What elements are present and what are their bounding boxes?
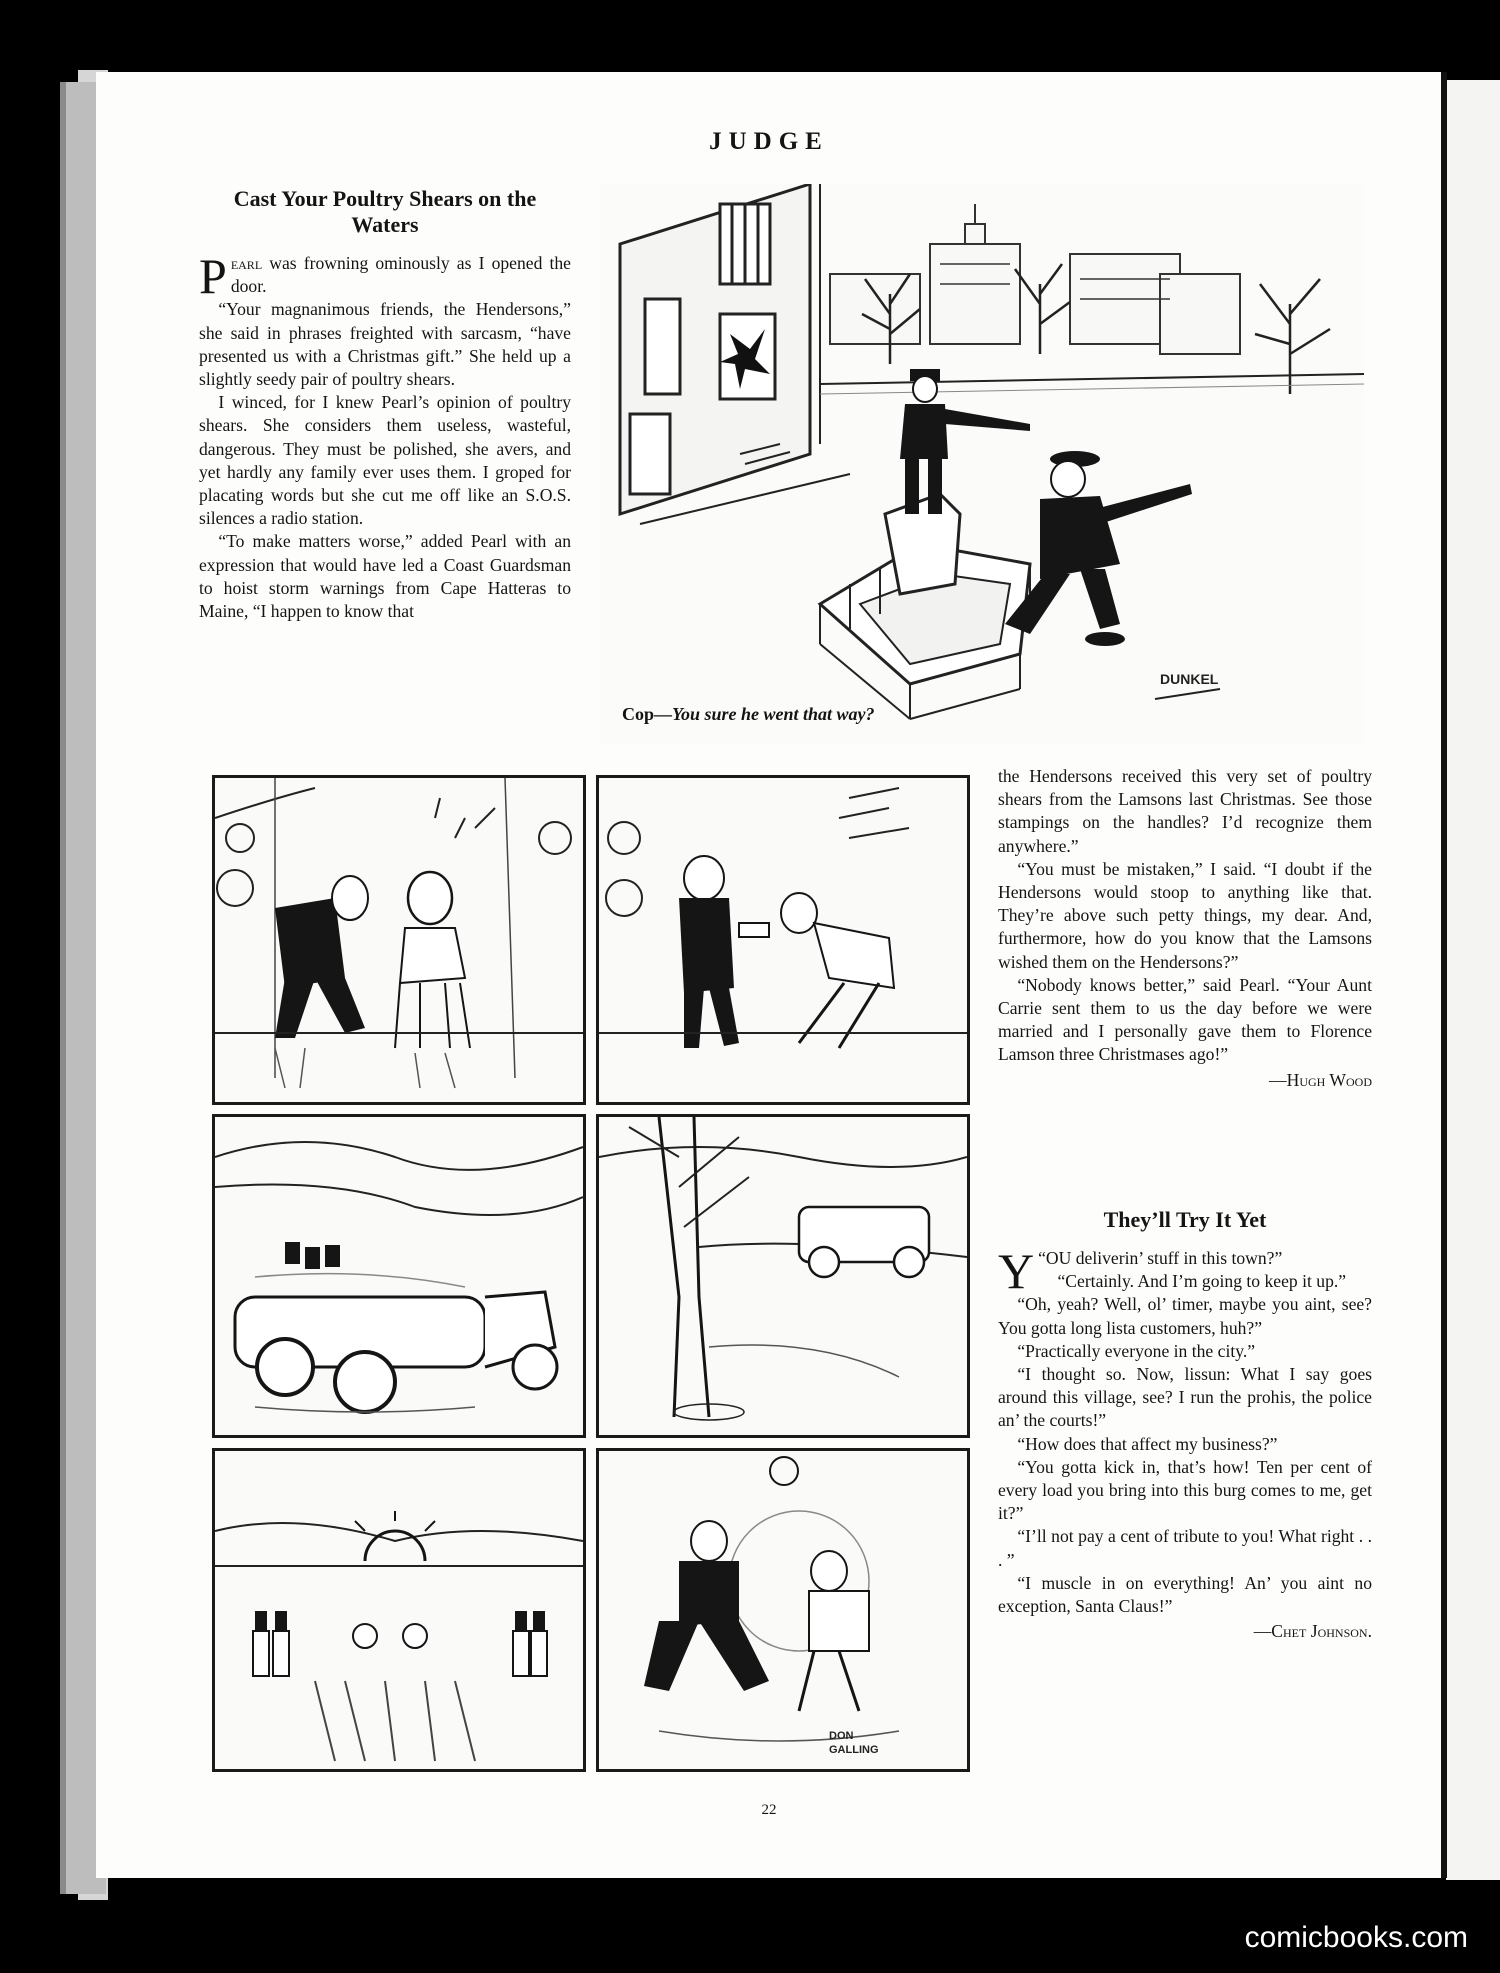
comic-panel-6 bbox=[596, 1448, 970, 1772]
cartoon-signature: DUNKEL bbox=[1160, 671, 1219, 687]
story2-paragraph-4: “Practically everyone in the city.” bbox=[1017, 1340, 1256, 1361]
next-page-edge bbox=[1446, 80, 1500, 1880]
story2-title: They’ll Try It Yet bbox=[1103, 1207, 1267, 1232]
story2-column bbox=[998, 1207, 1372, 1643]
story1-paragraph-5: the Hendersons received this very set of poultry shears from the Lamsons last Christmas. See those stampings on the handles? I’d recognize them anywhere.” bbox=[998, 766, 1372, 856]
magazine-page bbox=[96, 72, 1442, 1878]
watermark: comicbooks.com bbox=[1244, 1921, 1468, 1954]
comic-panel-5 bbox=[212, 1448, 586, 1772]
cop-statue-cartoon bbox=[600, 184, 1364, 744]
story1-paragraph-2: “Your magnanimous friends, the Hendersons,” she said in phrases freighted with sarcasm, “have presented us with a Christmas gift.” She held up a slightly seedy pair of poultry shears. bbox=[199, 299, 571, 390]
story1-paragraph-6: “You must be mistaken,” I said. “I doubt if the Hendersons would stoop to anything like that. They’re above such petty things, my dear. And, furthermore, how do you know that the Lamsons wished them on the Hendersons?” bbox=[998, 858, 1372, 972]
story2-paragraph-5: “I thought so. Now, lissun: What I say goes around this village, see? I run the prohis, the police an’ the courts!” bbox=[998, 1364, 1372, 1431]
comic-signature-2: GALLING bbox=[829, 1744, 879, 1756]
story1-title: Cast Your Poultry Shears on the Waters bbox=[233, 186, 537, 237]
story2-paragraph-1: “ Y OU deliverin’ stuff in this town?” bbox=[998, 1243, 1283, 1299]
story2-paragraph-8: “I’ll not pay a cent of tribute to you! What right . . . ” bbox=[998, 1526, 1372, 1570]
story1-paragraph-3: I winced, for I knew Pearl’s opinion of poultry shears. She considers them useless, wasteful, dangerous. They must be polished, she avers, and yet hardly any family ever uses them. I groped for placating words but she cut me off like an S.O.S. silences a radio station. bbox=[199, 392, 571, 529]
story2-signature: —Chet Johnson. bbox=[1253, 1621, 1372, 1642]
story2-paragraph-9: “I muscle in on everything! An’ you aint no exception, Santa Claus!” bbox=[998, 1572, 1372, 1617]
comic-signature-1: DON bbox=[829, 1730, 854, 1742]
story2-paragraph-6: “How does that affect my business?” bbox=[1017, 1433, 1278, 1454]
story2-paragraph-3: “Oh, yeah? Well, ol’ timer, maybe you aint, see? You gotta long lista customers, huh?” bbox=[998, 1294, 1372, 1338]
gutter-shadow bbox=[1441, 72, 1447, 1878]
dropcap: Y bbox=[998, 1243, 1035, 1299]
story1-paragraph-7: “Nobody knows better,” said Pearl. “Your Aunt Carrie sent them to us the day before we were married and I personally gave them to Florence Lamson three Christmases ago!” bbox=[998, 974, 1372, 1065]
comic-panel-4 bbox=[596, 1114, 970, 1438]
comic-panel-2 bbox=[596, 775, 970, 1105]
story2-paragraph-7: “You gotta kick in, that’s how! Ten per cent of every load you bring into this burg comes to me, get it?” bbox=[998, 1456, 1372, 1524]
story1-signature: —Hugh Wood bbox=[1269, 1069, 1372, 1090]
story1-column bbox=[199, 186, 571, 623]
comic-panel-3 bbox=[212, 1114, 586, 1438]
cartoon-caption: Cop—You sure he went that way? bbox=[622, 704, 875, 724]
story1-paragraph-4: “To make matters worse,” added Pearl with an expression that would have led a Coast Guardsman to hoist storm warnings from Cape Hatteras to Maine, “I happen to know that bbox=[199, 531, 571, 622]
dropcap: P bbox=[199, 248, 227, 304]
story1-continuation bbox=[998, 765, 1372, 1092]
story1-paragraph-1: Pearl was frowning ominously as I opened the door. bbox=[199, 248, 571, 304]
story2-paragraph-2: “Certainly. And I’m going to keep it up.” bbox=[1057, 1271, 1347, 1292]
comic-panel-1 bbox=[212, 775, 586, 1105]
running-head: JUDGE bbox=[709, 128, 829, 155]
page-number: 22 bbox=[761, 1802, 777, 1818]
